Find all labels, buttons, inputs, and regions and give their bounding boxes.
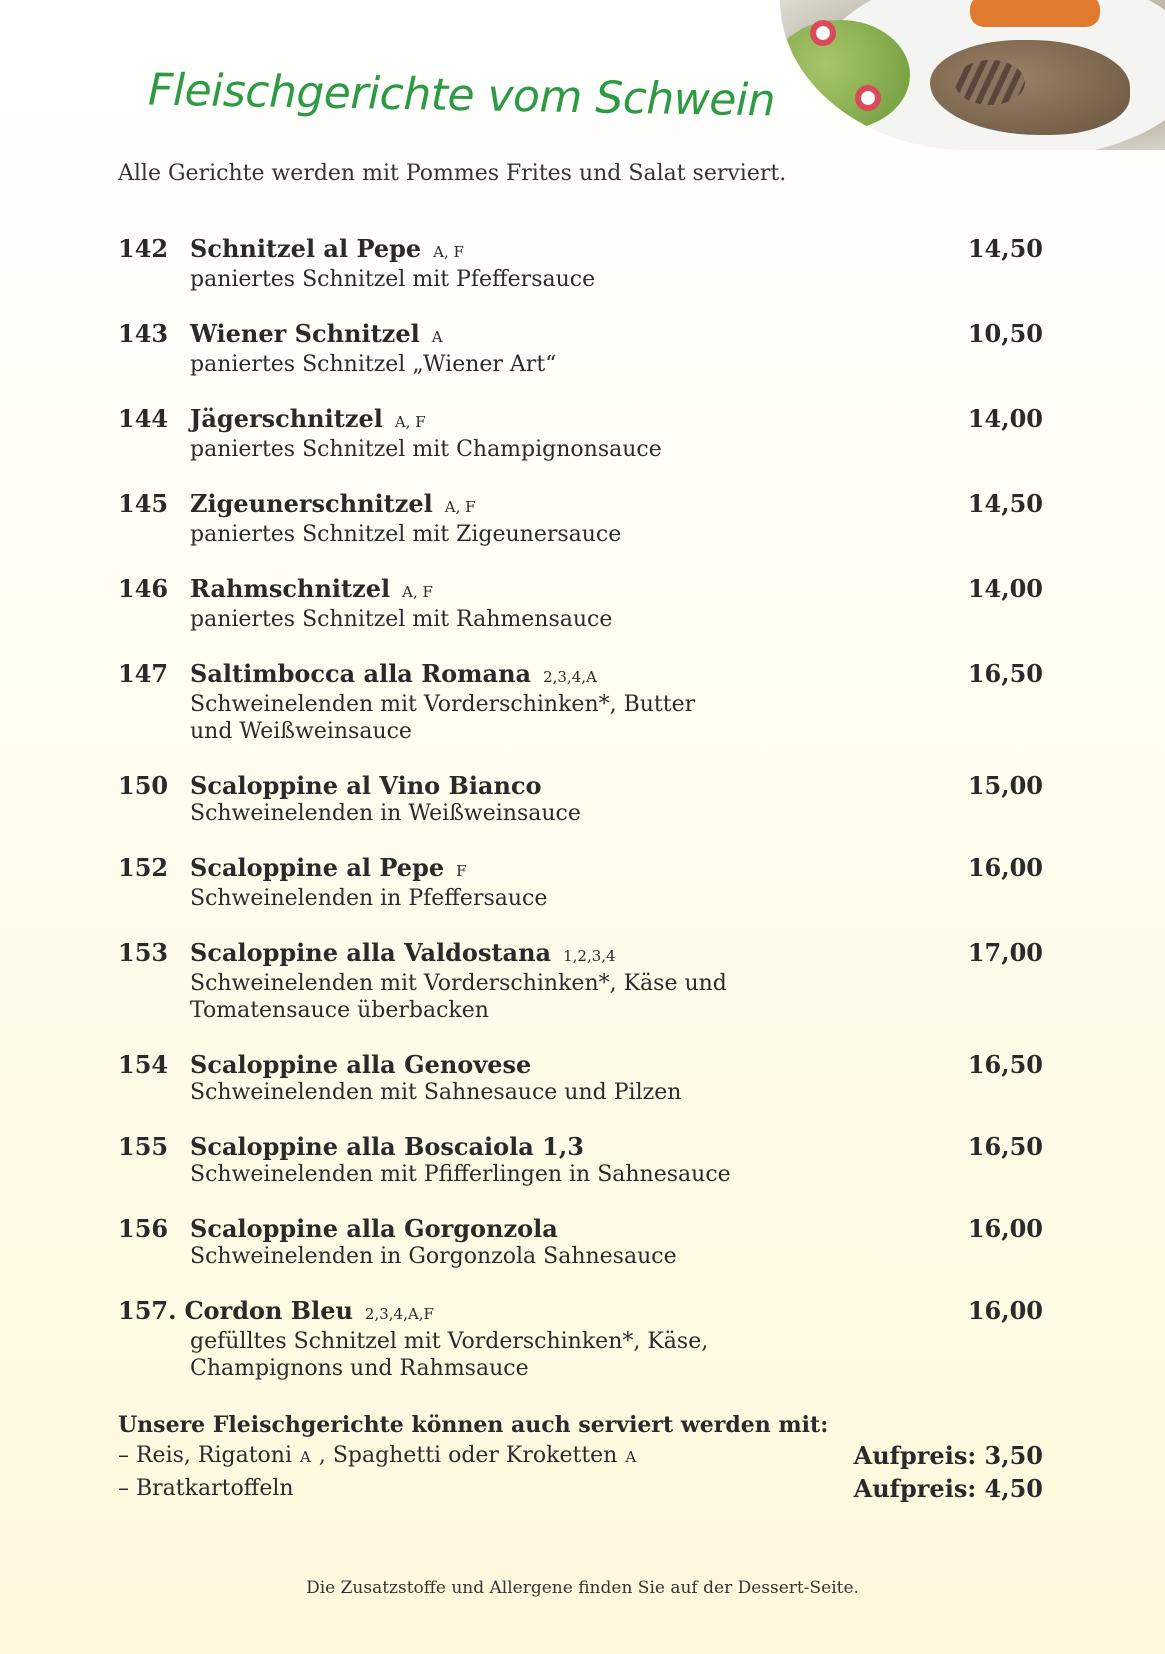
item-name: Scaloppine alla Gorgonzola xyxy=(190,1214,558,1243)
item-description: Schweinelenden mit Sahnesauce und Pilzen xyxy=(190,1080,682,1105)
item-price: 14,50 xyxy=(967,234,1043,263)
item-description: paniertes Schnitzel mit Rahmensauce xyxy=(190,607,613,632)
extras-price: Aufpreis: 4,50 xyxy=(853,1474,1043,1503)
item-price: 16,00 xyxy=(967,1214,1043,1243)
menu-item xyxy=(118,772,1043,827)
menu-item-header xyxy=(118,1051,1043,1079)
item-number: 142 xyxy=(118,234,169,263)
menu-list xyxy=(118,235,1043,1409)
allergen-codes: A xyxy=(299,1448,311,1466)
item-number: 156 xyxy=(118,1214,169,1243)
menu-item-header xyxy=(118,405,1043,436)
allergen-codes: 2,3,4,A,F xyxy=(364,1305,434,1323)
item-name: Schnitzel al Pepe xyxy=(190,234,422,263)
menu-item-header xyxy=(118,320,1043,351)
item-description: paniertes Schnitzel „Wiener Art“ xyxy=(190,352,557,377)
item-name: Scaloppine alla Boscaiola 1,3 xyxy=(190,1132,584,1161)
item-number: 155 xyxy=(118,1132,169,1161)
menu-item-header xyxy=(118,1133,1043,1161)
item-name: Rahmschnitzel xyxy=(190,574,391,603)
allergen-codes: A, F xyxy=(394,413,426,431)
menu-item xyxy=(118,939,1043,1024)
menu-item xyxy=(118,854,1043,912)
menu-item xyxy=(118,575,1043,633)
item-description: Schweinelenden mit Pfifferlingen in Sahnesauce xyxy=(190,1162,731,1187)
item-price: 15,00 xyxy=(967,771,1043,800)
item-number: 153 xyxy=(118,938,169,967)
item-number: 150 xyxy=(118,771,169,800)
page-title: Fleischgerichte vom Schwein xyxy=(147,64,776,127)
item-description: paniertes Schnitzel mit Pfeffersauce xyxy=(190,267,596,292)
menu-item-header xyxy=(118,1297,1043,1328)
extras-text: – Bratkartoffeln xyxy=(118,1476,294,1501)
page-subtitle: Alle Gerichte werden mit Pommes Frites und Salat serviert. xyxy=(118,161,787,186)
item-name: Scaloppine alla Valdostana xyxy=(190,938,552,967)
menu-item-header xyxy=(118,854,1043,885)
item-description: Tomatensauce überbacken xyxy=(190,998,489,1023)
item-price: 17,00 xyxy=(967,938,1043,967)
menu-item xyxy=(118,1215,1043,1270)
item-description: gefülltes Schnitzel mit Vorderschinken*, Käse, xyxy=(190,1329,709,1354)
item-name: Scaloppine al Vino Bianco xyxy=(190,771,542,800)
menu-item-header xyxy=(118,575,1043,606)
item-description: paniertes Schnitzel mit Zigeunersauce xyxy=(190,522,622,547)
item-description: Schweinelenden mit Vorderschinken*, Käse und xyxy=(190,971,727,996)
item-description: Schweinelenden mit Vorderschinken*, Butter xyxy=(190,692,696,717)
extras-row xyxy=(118,1440,1043,1473)
item-number: 147 xyxy=(118,659,169,688)
menu-item-header xyxy=(118,1215,1043,1243)
item-number: 144 xyxy=(118,404,169,433)
item-number: 152 xyxy=(118,853,169,882)
allergen-codes: A xyxy=(625,1448,637,1466)
menu-item xyxy=(118,405,1043,463)
radish xyxy=(810,20,836,46)
menu-item-header xyxy=(118,772,1043,800)
item-price: 14,00 xyxy=(967,404,1043,433)
menu-item xyxy=(118,320,1043,378)
menu-item xyxy=(118,1051,1043,1106)
item-description: Schweinelenden in Pfeffersauce xyxy=(190,886,548,911)
item-number: 145 xyxy=(118,489,169,518)
extras-heading: Unsere Fleischgerichte können auch serviert werden mit: xyxy=(118,1412,829,1438)
allergen-codes: A, F xyxy=(444,498,476,516)
item-name: Scaloppine al Pepe xyxy=(190,853,445,882)
item-number: 146 xyxy=(118,574,169,603)
allergen-codes: A, F xyxy=(433,243,464,261)
footnote: Die Zusatzstoffe und Allergene finden Sie auf der Dessert-Seite. xyxy=(306,1578,859,1598)
extras-section xyxy=(118,1410,1043,1505)
menu-item-header xyxy=(118,235,1043,266)
menu-item xyxy=(118,1133,1043,1188)
item-name: Jägerschnitzel xyxy=(190,404,383,433)
grill-marks xyxy=(955,60,1025,105)
item-name: Scaloppine alla Genovese xyxy=(190,1050,532,1079)
allergen-codes: A, F xyxy=(402,583,433,601)
extras-text: – Reis, Rigatoni xyxy=(118,1443,292,1468)
item-description: Schweinelenden in Weißweinsauce xyxy=(190,801,581,826)
menu-item xyxy=(118,235,1043,293)
menu-item xyxy=(118,660,1043,745)
item-description: Champignons und Rahmsauce xyxy=(190,1356,529,1381)
item-description: Schweinelenden in Gorgonzola Sahnesauce xyxy=(190,1244,677,1269)
item-price: 14,50 xyxy=(967,489,1043,518)
item-name: Wiener Schnitzel xyxy=(190,319,420,348)
item-number: 143 xyxy=(118,319,169,348)
menu-item-header xyxy=(118,490,1043,521)
menu-item-header xyxy=(118,939,1043,970)
menu-item xyxy=(118,490,1043,548)
fries xyxy=(970,0,1100,27)
item-price: 16,00 xyxy=(967,853,1043,882)
item-name: Saltimbocca alla Romana xyxy=(190,659,532,688)
item-description: paniertes Schnitzel mit Champignonsauce xyxy=(190,437,662,462)
item-number: 157. xyxy=(118,1296,177,1325)
item-price: 16,50 xyxy=(967,1050,1043,1079)
menu-item xyxy=(118,1297,1043,1382)
menu-item-header xyxy=(118,660,1043,691)
item-name: Zigeunerschnitzel xyxy=(190,489,433,518)
radish xyxy=(855,85,881,111)
item-price: 16,50 xyxy=(967,1132,1043,1161)
item-number: 154 xyxy=(118,1050,169,1079)
food-photo xyxy=(780,0,1165,150)
item-name: Cordon Bleu xyxy=(184,1296,353,1325)
allergen-codes: F xyxy=(456,862,467,880)
extras-text: , Spaghetti oder Kroketten xyxy=(318,1443,618,1468)
item-price: 10,50 xyxy=(967,319,1043,348)
allergen-codes: A xyxy=(431,328,443,346)
item-price: 16,00 xyxy=(967,1296,1043,1325)
item-price: 14,00 xyxy=(967,574,1043,603)
allergen-codes: 1,2,3,4 xyxy=(563,947,616,965)
item-price: 16,50 xyxy=(967,659,1043,688)
allergen-codes: 2,3,4,A xyxy=(543,668,597,686)
extras-row xyxy=(118,1473,1043,1505)
extras-price: Aufpreis: 3,50 xyxy=(853,1441,1043,1470)
item-description: und Weißweinsauce xyxy=(190,719,412,744)
